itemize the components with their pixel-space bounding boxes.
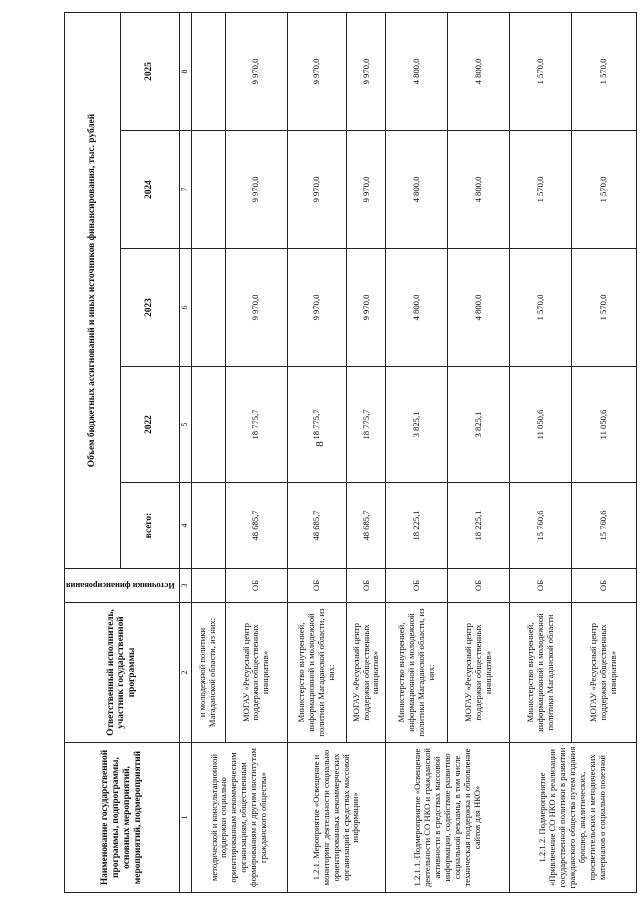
year-2024-cell: 4 800,0 bbox=[386, 131, 448, 249]
program-item-name: 1.2.1.1. Подмероприятие «Освещение деятельности СО НКО и гражданской активности в средствах массовой информации, содействие развитию социальной рекламы, в том числе техническая поддержка и обновление сайтов для НКО» bbox=[386, 743, 510, 893]
executor-cell: МОГАУ «Ресурсный центр поддержки общественных инициатив» bbox=[572, 603, 636, 743]
executor-cell: Министерство внутренней, информационной и молодежной политики Магаданской области, из них: bbox=[287, 603, 347, 743]
year-2024-cell: 1 570,0 bbox=[510, 131, 572, 249]
total-cell: 48 685,7 bbox=[347, 483, 386, 569]
source-cell: ОБ bbox=[572, 569, 636, 603]
source-cell: ОБ bbox=[225, 569, 287, 603]
total-cell: 18 225,1 bbox=[448, 483, 510, 569]
executor-cell: и молодежной политики Магаданской области, из них: bbox=[191, 603, 225, 743]
year-2024-cell: 4 800,0 bbox=[448, 131, 510, 249]
column-number: 2 bbox=[179, 603, 191, 743]
year-2022-cell bbox=[191, 367, 225, 483]
header-executor: Ответственный исполнитель, участник государственной программы bbox=[65, 603, 180, 743]
header-total: всего: bbox=[120, 483, 179, 569]
source-cell bbox=[191, 569, 225, 603]
source-cell: ОБ bbox=[386, 569, 448, 603]
year-2025-cell: 1 570,0 bbox=[510, 12, 572, 130]
year-2025-cell: 9 970,0 bbox=[225, 12, 287, 130]
header-year-2023: 2023 bbox=[120, 249, 179, 367]
table-row bbox=[386, 12, 448, 892]
year-2023-cell: 9 970,0 bbox=[287, 249, 347, 367]
header-name: Наименование государственной программы, подпрограммы, основных мероприятий, мероприятий, подмероприятий bbox=[65, 743, 180, 893]
year-2023-cell: 4 800,0 bbox=[386, 249, 448, 367]
total-cell: 15 760,6 bbox=[510, 483, 572, 569]
source-cell: ОБ bbox=[510, 569, 572, 603]
table-row bbox=[510, 12, 572, 892]
source-cell: ОБ bbox=[347, 569, 386, 603]
year-2025-cell: 1 570,0 bbox=[572, 12, 636, 130]
year-2022-cell: 11 050,6 bbox=[510, 367, 572, 483]
column-number: 1 bbox=[179, 743, 191, 893]
year-2022-cell: 18 775,7 bbox=[225, 367, 287, 483]
column-number: 8 bbox=[179, 12, 191, 130]
header-year-2024: 2024 bbox=[120, 131, 179, 249]
year-2024-cell: 9 970,0 bbox=[287, 131, 347, 249]
year-2023-cell: 1 570,0 bbox=[572, 249, 636, 367]
header-year-2022: 2022 bbox=[120, 367, 179, 483]
year-2025-cell: 4 800,0 bbox=[448, 12, 510, 130]
rotated-table-container bbox=[64, 13, 618, 893]
total-cell: 48 685,7 bbox=[287, 483, 347, 569]
header-year-2025: 2025 bbox=[120, 12, 179, 130]
year-2025-cell: 9 970,0 bbox=[347, 12, 386, 130]
total-cell bbox=[191, 483, 225, 569]
year-2024-cell bbox=[191, 131, 225, 249]
column-number: 5 bbox=[179, 367, 191, 483]
year-2024-cell: 1 570,0 bbox=[572, 131, 636, 249]
column-number: 7 bbox=[179, 131, 191, 249]
table-row bbox=[287, 12, 347, 892]
year-2025-cell bbox=[191, 12, 225, 130]
header-budget-group: Объем бюджетных ассигнований и иных источников финансирования, тыс. рублей bbox=[65, 12, 121, 568]
year-2024-cell: 9 970,0 bbox=[347, 131, 386, 249]
year-2022-cell: 3 825,1 bbox=[386, 367, 448, 483]
column-number: 3 bbox=[179, 569, 191, 603]
source-cell: ОБ bbox=[287, 569, 347, 603]
year-2022-cell: 3 825,1 bbox=[448, 367, 510, 483]
year-2022-cell: 18 775,7 bbox=[347, 367, 386, 483]
table-row bbox=[191, 12, 225, 892]
executor-cell: Министерство внутренней, информационной и молодежной политики Магаданской области bbox=[510, 603, 572, 743]
executor-cell: Министерство внутренней, информационной и молодежной политики Магаданской области, из них: bbox=[386, 603, 448, 743]
year-2022-cell: 18 775,7 bbox=[287, 367, 347, 483]
total-cell: 15 760,6 bbox=[572, 483, 636, 569]
source-cell: ОБ bbox=[448, 569, 510, 603]
header-source: Источники финансирования bbox=[65, 569, 180, 603]
executor-cell: МОГАУ «Ресурсный центр поддержки общественных инициатив» bbox=[225, 603, 287, 743]
financing-table bbox=[64, 12, 637, 893]
column-number: 6 bbox=[179, 249, 191, 367]
column-number: 4 bbox=[179, 483, 191, 569]
page-number: 8 bbox=[314, 441, 326, 447]
total-cell: 48 685,7 bbox=[225, 483, 287, 569]
executor-cell: МОГАУ «Ресурсный центр поддержки общественных инициатив» bbox=[347, 603, 386, 743]
program-item-name: 1.2.1. Мероприятие «Освещение и мониторинг деятельности социально ориентированных некоммерческих организаций в средствах массовой информации» bbox=[287, 743, 386, 893]
year-2023-cell bbox=[191, 249, 225, 367]
program-item-name: 1.2.1.2. Подмероприятие «Привлечение СО НКО к реализации государственной политики в развитии гражданского общества путем издания брошюр, аналитических, просветительских и методических материалов о социально полезной bbox=[510, 743, 636, 893]
total-cell: 18 225,1 bbox=[386, 483, 448, 569]
year-2025-cell: 4 800,0 bbox=[386, 12, 448, 130]
year-2023-cell: 1 570,0 bbox=[510, 249, 572, 367]
program-item-name: методической и консультационной поддержки социально ориентированным некоммерческим организациям, общественным формированиям и другим институтам гражданского общества» bbox=[191, 743, 287, 893]
executor-cell: МОГАУ «Ресурсный центр поддержки общественных инициатив» bbox=[448, 603, 510, 743]
year-2023-cell: 4 800,0 bbox=[448, 249, 510, 367]
year-2023-cell: 9 970,0 bbox=[347, 249, 386, 367]
year-2024-cell: 9 970,0 bbox=[225, 131, 287, 249]
year-2025-cell: 9 970,0 bbox=[287, 12, 347, 130]
year-2022-cell: 11 050,6 bbox=[572, 367, 636, 483]
year-2023-cell: 9 970,0 bbox=[225, 249, 287, 367]
